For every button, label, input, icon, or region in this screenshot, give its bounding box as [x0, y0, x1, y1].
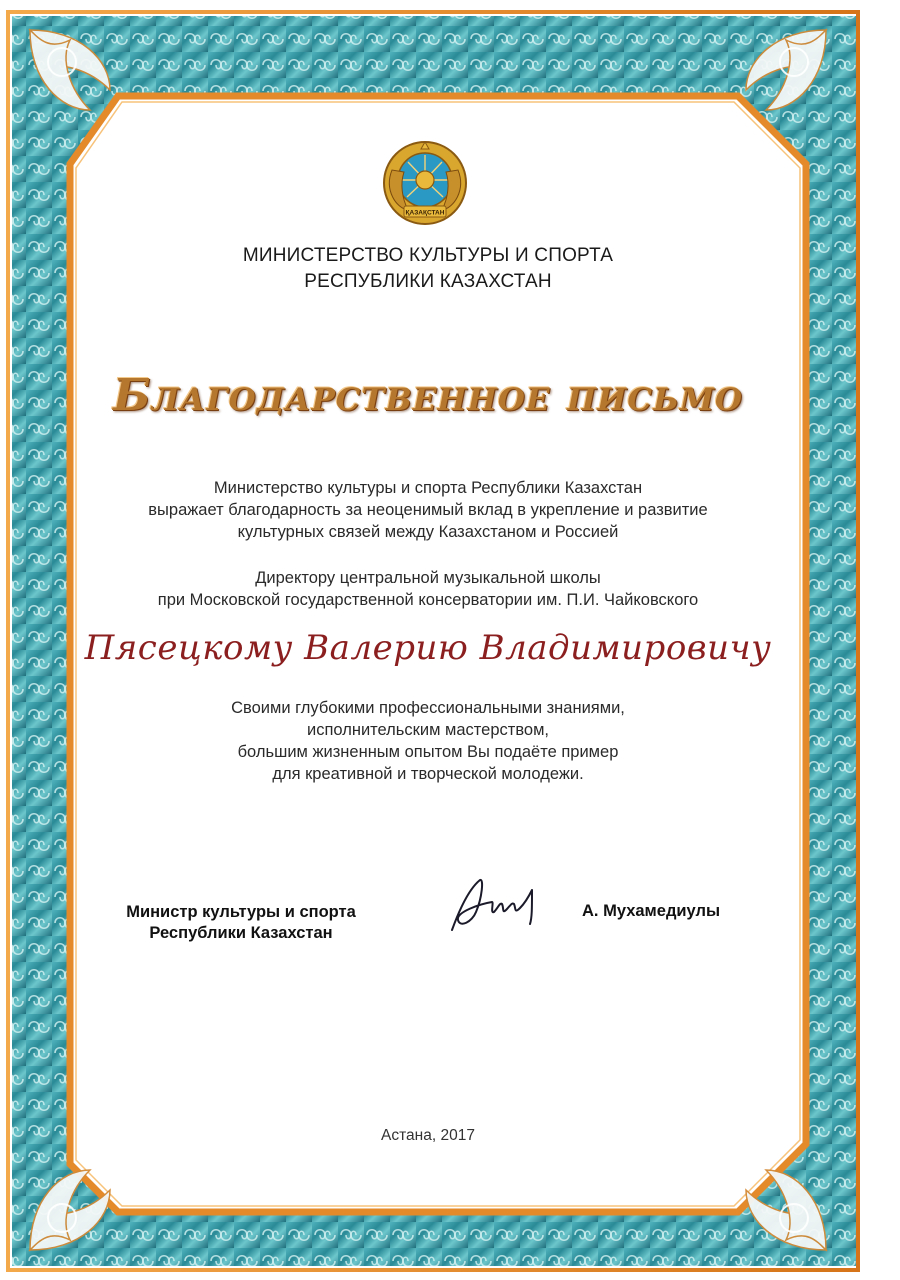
closing-paragraph: [0, 697, 856, 785]
signatory-title: [96, 902, 386, 944]
addressee-line: Директору центральной музыкальной школы: [255, 569, 601, 587]
addressee-position: [0, 567, 856, 611]
signatory-name: А. Мухамедиулы: [582, 902, 721, 920]
closing-line: Своими глубокими профессиональными знаниями,: [231, 699, 625, 717]
place-date: Астана, 2017: [381, 1127, 475, 1144]
emblem-text: ҚАЗАҚСТАН: [405, 209, 445, 217]
thanks-line: Министерство культуры и спорта Республики Казахстан: [213, 479, 643, 497]
kazakhstan-emblem-icon: [382, 140, 468, 226]
recipient-name: Пясецкому Валерию Владимировичу: [84, 628, 772, 668]
closing-line: для креативной и творческой молодежи.: [272, 765, 584, 783]
signatory-title-line1: Министр культуры и спорта: [126, 903, 356, 921]
ministry-header-line2: РЕСПУБЛИКИ КАЗАХСТАН: [304, 271, 552, 292]
signatory-title-line2: Республики Казахстан: [149, 924, 333, 942]
closing-line: большим жизненным опытом Вы подаёте пример: [237, 743, 619, 761]
addressee-line: при Московской государственной консерватории им. П.И. Чайковского: [157, 591, 699, 609]
ministry-header: [0, 243, 856, 295]
thanks-paragraph: [0, 477, 856, 543]
signature-icon: [440, 868, 550, 940]
thanks-line: выражает благодарность за неоценимый вклад в укрепление и развитие: [148, 501, 708, 519]
closing-line: исполнительским мастерством,: [307, 721, 549, 739]
ministry-header-line1: МИНИСТЕРСТВО КУЛЬТУРЫ И СПОРТА: [242, 245, 614, 266]
document-title: Благодарственное письмо: [112, 370, 744, 421]
thanks-line: культурных связей между Казахстаном и Россией: [237, 523, 619, 541]
